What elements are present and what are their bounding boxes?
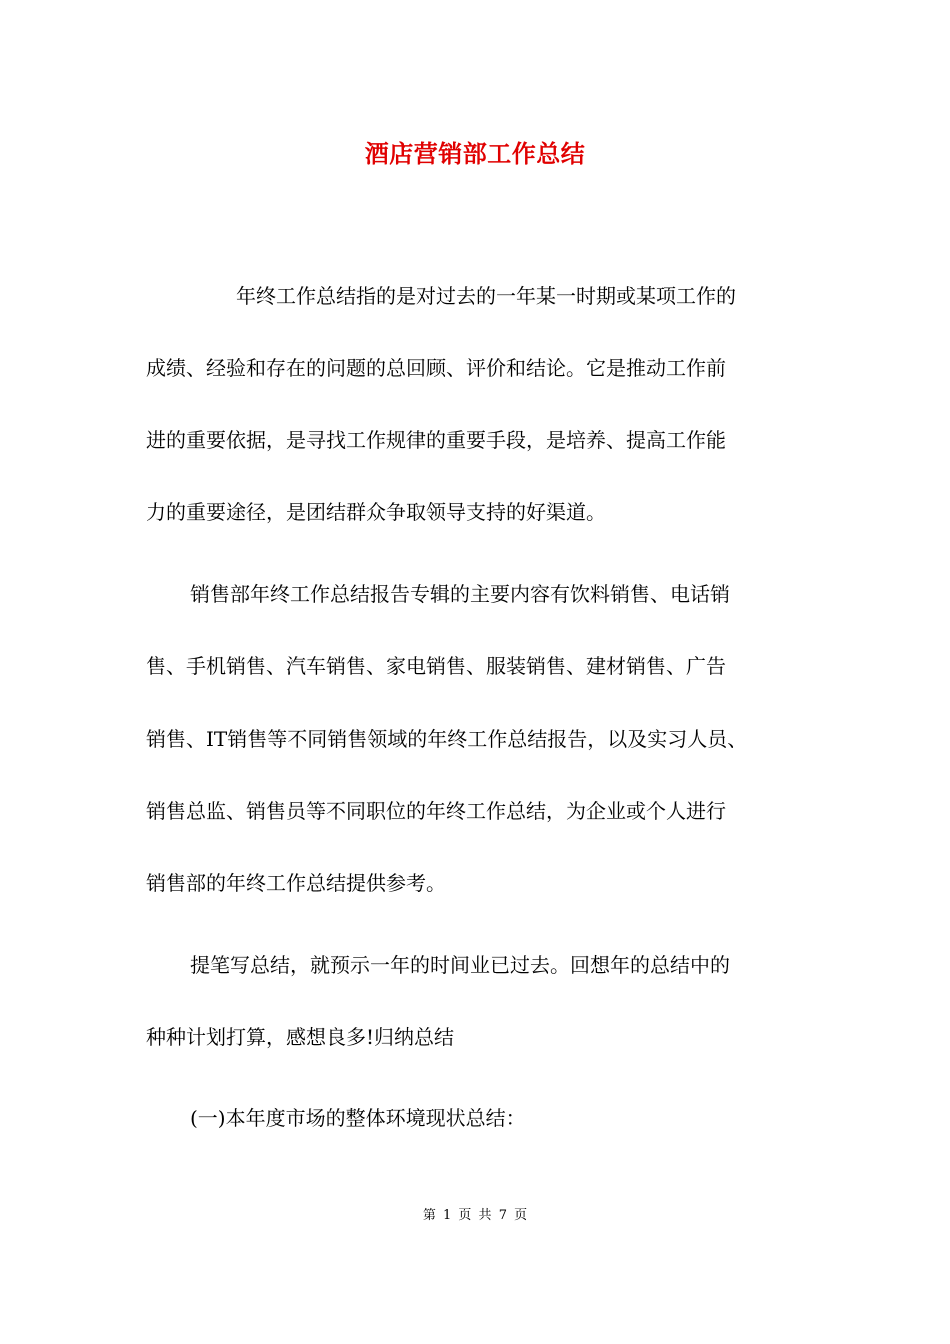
body-line: 成绩、经验和存在的问题的总回顾、评价和结论。它是推动工作前 bbox=[146, 356, 726, 380]
body-line: 种种计划打算，感想良多!归纳总结 bbox=[146, 1025, 455, 1049]
page-number-footer: 第 1 页 共 7 页 bbox=[422, 1208, 528, 1223]
body-line: (一)本年度市场的整体环境现状总结： bbox=[190, 1106, 526, 1130]
body-line: 力的重要途径，是团结群众争取领导支持的好渠道。 bbox=[146, 500, 606, 524]
body-line: 销售部年终工作总结报告专辑的主要内容有饮料销售、电话销 bbox=[190, 582, 730, 606]
body-line: 售、手机销售、汽车销售、家电销售、服装销售、建材销售、广告 bbox=[146, 654, 726, 678]
body-line: 提笔写总结，就预示一年的时间业已过去。回想年的总结中的 bbox=[190, 953, 730, 977]
document-title: 酒店营销部工作总结 bbox=[364, 139, 586, 168]
body-line: 销售部的年终工作总结提供参考。 bbox=[146, 871, 446, 895]
body-line: 销售总监、销售员等不同职位的年终工作总结，为企业或个人进行 bbox=[146, 799, 726, 823]
body-line: 年终工作总结指的是对过去的一年某一时期或某项工作的 bbox=[236, 284, 736, 308]
body-line: 销售、IT销售等不同销售领域的年终工作总结报告，以及实习人员、 bbox=[146, 727, 748, 751]
body-line: 进的重要依据，是寻找工作规律的重要手段，是培养、提高工作能 bbox=[146, 428, 726, 452]
